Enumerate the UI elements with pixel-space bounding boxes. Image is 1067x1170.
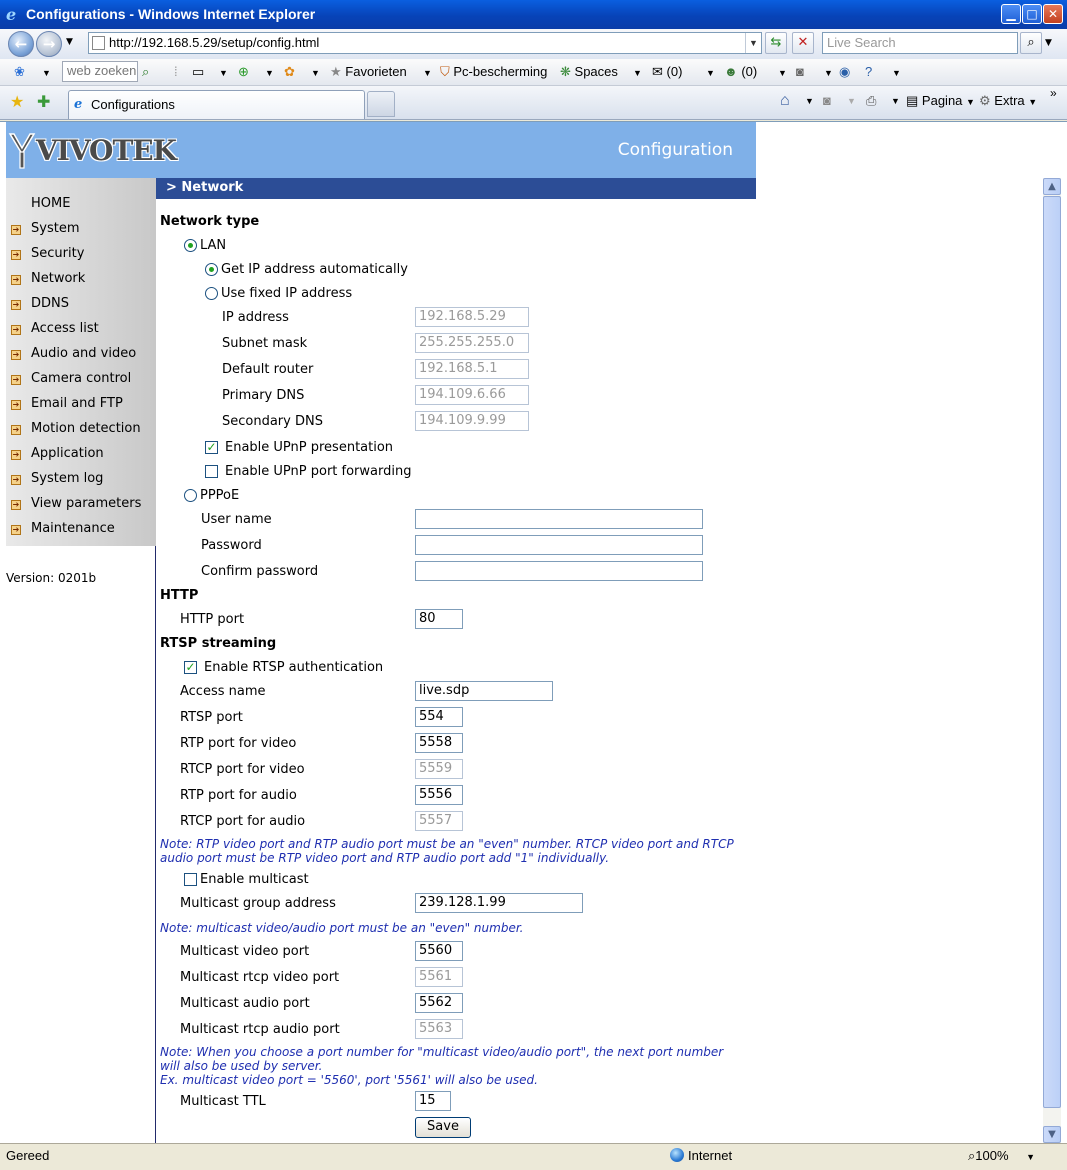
sidebar-item-label: Motion detection — [31, 421, 141, 436]
multicast-port-note — [160, 1045, 750, 1087]
sidebar-item-application[interactable] — [6, 443, 156, 468]
url-field[interactable] — [88, 32, 762, 54]
url-text: http://192.168.5.29/setup/config.html — [109, 35, 320, 50]
scroll-thumb[interactable] — [1043, 196, 1061, 1108]
arrow-right-icon: ➔ — [12, 300, 20, 309]
network-form — [160, 199, 756, 1144]
arrow-right-icon: ➔ — [12, 375, 20, 384]
rss-dropdown-icon[interactable]: ▼ — [824, 68, 833, 78]
header-title: Configuration — [617, 140, 733, 160]
chevron-more-icon[interactable]: » — [1050, 86, 1057, 100]
subnet-mask-field[interactable]: 255.255.255.0 — [415, 333, 529, 353]
msn-dropdown-icon[interactable]: ▼ — [42, 68, 51, 78]
config-page — [6, 122, 756, 1144]
sidebar-item-label: Network — [31, 271, 86, 286]
new-tab-button[interactable] — [367, 91, 395, 117]
page-menu-button[interactable]: ▤ Pagina ▼ — [906, 93, 975, 108]
status-text: Gereed — [6, 1148, 50, 1163]
msn-icon[interactable]: ❀ — [14, 64, 25, 79]
default-router-field[interactable]: 192.168.5.1 — [415, 359, 529, 379]
rtsp-heading: RTSP streaming — [160, 636, 277, 651]
refresh-icon[interactable]: ⇆ — [765, 32, 787, 54]
sidebar-menu — [6, 178, 156, 546]
save-button[interactable]: Save — [415, 1117, 471, 1138]
tools-menu-button[interactable]: ⚙ Extra ▼ — [979, 93, 1038, 108]
page-menu-icon: ▤ — [906, 93, 919, 108]
sidebar-item-motion-detection[interactable] — [6, 418, 156, 443]
rtp-video-port-label: RTP port for video — [180, 736, 297, 751]
vertical-scrollbar[interactable] — [1043, 178, 1061, 1144]
rtcp-audio-port-field[interactable]: 5557 — [415, 811, 463, 831]
sidebar-item-system-log[interactable] — [6, 468, 156, 493]
rss-icon[interactable]: ◙ — [796, 64, 804, 79]
rtcp-video-port-label: RTCP port for video — [180, 762, 305, 777]
access-name-field[interactable]: live.sdp — [415, 681, 553, 701]
confirm-password-label: Confirm password — [201, 564, 319, 579]
sidebar-item-label: HOME — [31, 196, 71, 211]
vivotek-y-logo-icon — [8, 132, 36, 172]
gear-icon: ⚙ — [979, 93, 991, 108]
globe-icon — [670, 1148, 684, 1162]
note-line: will also be used by server. — [160, 1059, 323, 1073]
sidebar-item-network[interactable] — [6, 268, 156, 293]
page-icon — [92, 36, 105, 50]
http-port-field[interactable]: 80 — [415, 609, 463, 629]
separator-icon: ⁞ — [174, 64, 178, 79]
spaces-button[interactable] — [560, 64, 618, 80]
ip-address-field[interactable]: 192.168.5.29 — [415, 307, 529, 327]
subnet-mask-label: Subnet mask — [222, 336, 308, 351]
note-line: audio port must be RTP video port and RTP audio port add "1" individually. — [160, 851, 610, 865]
window-icon[interactable]: ▭ — [192, 64, 205, 79]
confirm-password-field[interactable] — [415, 561, 703, 581]
arrow-right-icon: ➔ — [12, 525, 20, 534]
secondary-dns-field[interactable]: 194.109.9.99 — [415, 411, 529, 431]
minimize-button[interactable]: ▁ — [1001, 4, 1021, 24]
primary-dns-field[interactable]: 194.109.6.66 — [415, 385, 529, 405]
get-ip-auto-radio[interactable] — [205, 263, 218, 276]
multicast-video-port-label: Multicast video port — [180, 944, 310, 959]
web-search-input[interactable]: web zoeken — [62, 61, 138, 82]
default-router-label: Default router — [222, 362, 314, 377]
fixed-ip-radio[interactable] — [205, 287, 218, 300]
history-dropdown-icon[interactable]: ▼ — [66, 37, 73, 47]
page-viewport — [0, 121, 1067, 1143]
sidebar-item-maintenance[interactable] — [6, 518, 156, 543]
rtp-audio-port-field[interactable]: 5556 — [415, 785, 463, 805]
sidebar-item-label: Email and FTP — [31, 396, 123, 411]
stop-icon[interactable]: ✕ — [792, 32, 814, 54]
sidebar-item-label: Access list — [31, 321, 99, 336]
address-bar — [0, 29, 1067, 59]
arrow-right-icon: ➔ — [12, 400, 20, 409]
multicast-audio-port-field[interactable]: 5562 — [415, 993, 463, 1013]
multicast-ttl-field[interactable]: 15 — [415, 1091, 451, 1111]
sidebar-item-label: DDNS — [31, 296, 69, 311]
pppoe-radio[interactable] — [184, 489, 197, 502]
messenger-dropdown-icon[interactable]: ▼ — [778, 68, 787, 78]
shield-icon: ⛉ — [440, 64, 450, 79]
spaces-dropdown-icon[interactable]: ▼ — [633, 68, 642, 78]
rtp-port-note — [160, 837, 750, 865]
tools-menu-label: Extra — [994, 93, 1025, 108]
add-dropdown-icon[interactable]: ▼ — [265, 68, 274, 78]
arrow-right-icon: ➔ — [12, 425, 20, 434]
sidebar-item-system[interactable] — [6, 218, 156, 243]
sidebar-item-label: Audio and video — [31, 346, 137, 361]
url-dropdown-icon[interactable]: ▼ — [745, 33, 761, 53]
lan-radio[interactable] — [184, 239, 197, 252]
sidebar-item-security[interactable] — [6, 243, 156, 268]
note-line: Note: RTP video port and RTP audio port must be an "even" number. RTCP video port and RTCP — [160, 837, 734, 851]
pc-protection-label: Pc-bescherming — [453, 64, 548, 79]
page-header — [6, 122, 756, 178]
title-bar — [0, 0, 1067, 29]
links-toolbar — [0, 59, 1067, 86]
multicast-video-port-field[interactable]: 5560 — [415, 941, 463, 961]
window-dropdown-icon[interactable]: ▼ — [219, 68, 228, 78]
note-line: Ex. multicast video port = '5560', port '5561' will also be used. — [160, 1073, 538, 1087]
sidebar-item-label: Maintenance — [31, 521, 115, 536]
feeds-dropdown-icon[interactable]: ▼ — [847, 96, 856, 106]
scroll-up-icon[interactable]: ▲ — [1043, 178, 1061, 195]
mail-dropdown-icon[interactable]: ▼ — [706, 68, 715, 78]
favorites-button[interactable] — [330, 64, 407, 80]
sidebar-item-access-list[interactable] — [6, 318, 156, 343]
rtsp-port-label: RTSP port — [180, 710, 243, 725]
mail-count: (0) — [666, 64, 683, 79]
primary-dns-label: Primary DNS — [222, 388, 305, 403]
search-options-icon[interactable]: ▼ — [1045, 38, 1052, 48]
tab-label: Configurations — [91, 97, 175, 112]
section-title: > Network — [156, 178, 756, 199]
upnp-presentation-label: Enable UPnP presentation — [225, 440, 394, 455]
rtp-audio-port-label: RTP port for audio — [180, 788, 297, 803]
arrow-right-icon: ➔ — [12, 500, 20, 509]
print-icon[interactable]: ⎙ — [866, 93, 877, 108]
zoom-control[interactable]: ⌕100% ▼ — [968, 1148, 1036, 1163]
sidebar-item-label: Application — [31, 446, 104, 461]
mail-icon: ✉ — [652, 64, 663, 79]
spaces-label: Spaces — [574, 64, 618, 79]
status-bar — [0, 1143, 1067, 1170]
maximize-button[interactable]: □ — [1022, 4, 1042, 24]
ip-address-label: IP address — [222, 310, 289, 325]
add-favorite-icon[interactable]: ✚ — [37, 94, 51, 111]
sidebar-item-camera-control[interactable] — [6, 368, 156, 393]
multicast-rtcp-video-label: Multicast rtcp video port — [180, 970, 340, 985]
forward-button[interactable]: → — [36, 31, 62, 57]
add-icon[interactable]: ⊕ — [238, 64, 249, 79]
web-search-icon[interactable]: ⌕ — [142, 64, 150, 79]
lan-label: LAN — [200, 238, 227, 253]
sidebar-item-label: System log — [31, 471, 104, 486]
rtcp-video-port-field[interactable]: 5559 — [415, 759, 463, 779]
msn-hub-icon[interactable]: ◉ — [839, 64, 851, 79]
multicast-rtcp-video-field[interactable]: 5561 — [415, 967, 463, 987]
butterfly-dropdown-icon[interactable]: ▼ — [311, 68, 320, 78]
ie-logo-icon: e — [6, 5, 17, 24]
page-menu-label: Pagina — [921, 93, 963, 108]
arrow-right-icon: ➔ — [12, 275, 20, 284]
multicast-rtcp-audio-label: Multicast rtcp audio port — [180, 1022, 340, 1037]
mail-button[interactable] — [652, 64, 682, 80]
tab-configurations[interactable] — [68, 90, 365, 119]
http-heading: HTTP — [160, 588, 199, 603]
rtcp-audio-port-label: RTCP port for audio — [180, 814, 306, 829]
arrow-right-icon: ➔ — [12, 450, 20, 459]
feeds-icon[interactable]: ◙ — [823, 93, 831, 108]
search-icon[interactable]: ⌕ — [1020, 32, 1042, 54]
arrow-right-icon: ➔ — [12, 325, 20, 334]
messenger-icon: ☻ — [724, 64, 738, 79]
favorites-star-icon[interactable]: ★ — [10, 94, 25, 111]
note-line: Note: When you choose a port number for "multicast video/audio port", the next port number — [160, 1045, 724, 1059]
multicast-group-label: Multicast group address — [180, 896, 336, 911]
firmware-version: Version: 0201b — [6, 571, 97, 585]
security-zone — [670, 1148, 732, 1163]
help-icon[interactable]: ? — [865, 64, 873, 79]
secondary-dns-label: Secondary DNS — [222, 414, 323, 429]
sidebar-item-home[interactable] — [6, 193, 156, 218]
multicast-ttl-label: Multicast TTL — [180, 1094, 266, 1109]
multicast-label: Enable multicast — [200, 872, 309, 887]
access-name-label: Access name — [180, 684, 266, 699]
rtsp-auth-checkbox[interactable]: ✓ — [185, 660, 196, 674]
password-label: Password — [201, 538, 262, 553]
sidebar-item-label: System — [31, 221, 80, 236]
sidebar-item-label: Camera control — [31, 371, 132, 386]
print-dropdown-icon[interactable]: ▼ — [891, 96, 900, 106]
home-dropdown-icon[interactable]: ▼ — [805, 96, 814, 106]
help-dropdown-icon[interactable]: ▼ — [892, 68, 901, 78]
sidebar-item-audio-video[interactable] — [6, 343, 156, 368]
rtsp-auth-label: Enable RTSP authentication — [204, 660, 384, 675]
tab-bar — [0, 86, 1067, 120]
get-ip-auto-label: Get IP address automatically — [221, 262, 408, 277]
zoom-level: 100% — [975, 1148, 1009, 1163]
network-type-heading: Network type — [160, 214, 260, 229]
messenger-button[interactable] — [724, 64, 757, 79]
messenger-count: (0) — [741, 64, 758, 79]
back-button[interactable]: ← — [8, 31, 34, 57]
upnp-presentation-checkbox[interactable]: ✓ — [206, 440, 217, 454]
username-field[interactable] — [415, 509, 703, 529]
sidebar-item-label: View parameters — [31, 496, 142, 511]
rtp-video-port-field[interactable]: 5558 — [415, 733, 463, 753]
pc-protection-button[interactable] — [440, 64, 547, 80]
favorites-dropdown-icon[interactable]: ▼ — [423, 68, 432, 78]
scroll-down-icon[interactable]: ▼ — [1043, 1126, 1061, 1143]
arrow-right-icon: ➔ — [12, 350, 20, 359]
multicast-audio-port-label: Multicast audio port — [180, 996, 310, 1011]
ie-tab-icon: e — [74, 97, 83, 112]
username-label: User name — [201, 512, 272, 527]
favorites-label: Favorieten — [345, 64, 407, 79]
vivotek-logo: VIVOTEK — [36, 134, 176, 167]
butterfly-icon[interactable]: ✿ — [284, 64, 295, 79]
close-button[interactable]: ✕ — [1043, 4, 1063, 24]
rtsp-port-field[interactable]: 554 — [415, 707, 463, 727]
sidebar-item-label: Security — [31, 246, 85, 261]
arrow-right-icon: ➔ — [12, 250, 20, 259]
multicast-checkbox[interactable] — [184, 873, 197, 886]
sidebar — [6, 178, 156, 1144]
multicast-group-field[interactable]: 239.128.1.99 — [415, 893, 583, 913]
pppoe-label: PPPoE — [200, 488, 240, 503]
sidebar-item-ddns[interactable] — [6, 293, 156, 318]
http-port-label: HTTP port — [180, 612, 245, 627]
upnp-forwarding-checkbox[interactable] — [205, 465, 218, 478]
multicast-rtcp-audio-field[interactable]: 5563 — [415, 1019, 463, 1039]
window-title: Configurations - Windows Internet Explorer — [26, 6, 316, 22]
password-field[interactable] — [415, 535, 703, 555]
spaces-icon: ❋ — [560, 64, 571, 79]
home-icon[interactable]: ⌂ — [780, 92, 790, 109]
fixed-ip-label: Use fixed IP address — [221, 286, 353, 301]
arrow-right-icon: ➔ — [12, 475, 20, 484]
search-input[interactable]: Live Search — [822, 32, 1018, 54]
star-icon: ★ — [330, 64, 342, 79]
multicast-even-note: Note: multicast video/audio port must be an "even" number. — [160, 921, 524, 935]
zone-label: Internet — [688, 1148, 733, 1163]
upnp-forwarding-label: Enable UPnP port forwarding — [225, 464, 412, 479]
zoom-icon: ⌕ — [968, 1148, 976, 1163]
arrow-right-icon: ➔ — [12, 225, 20, 234]
sidebar-item-email-ftp[interactable] — [6, 393, 156, 418]
sidebar-item-view-parameters[interactable] — [6, 493, 156, 518]
